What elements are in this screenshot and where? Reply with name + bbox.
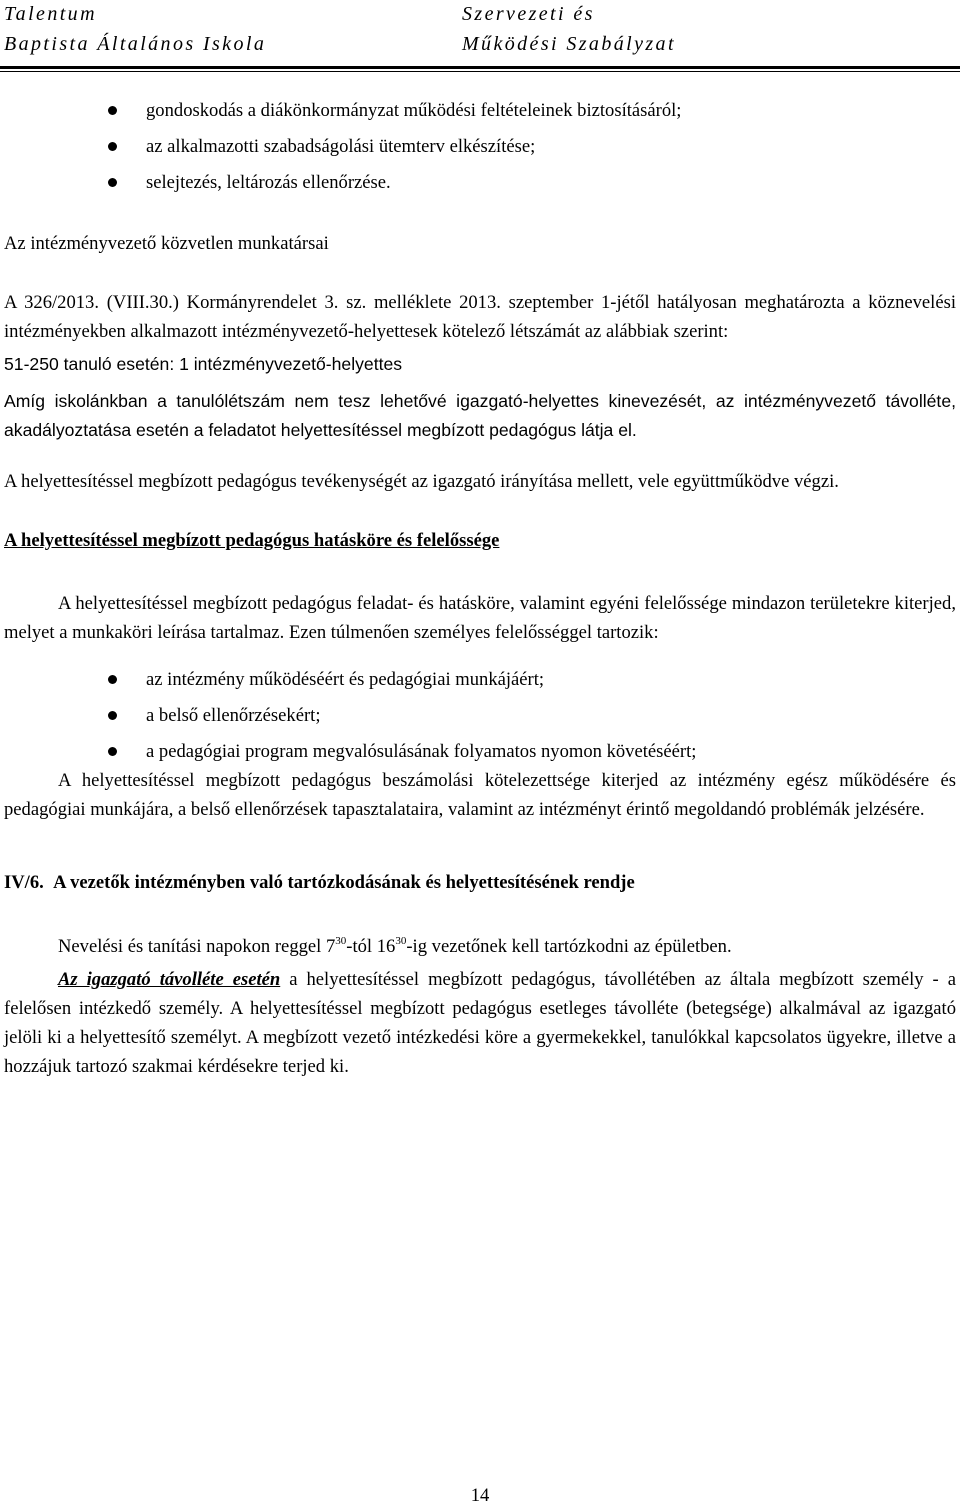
paragraph-presence-hours: Nevelési és tanítási napokon reggel $7^{30}$-tól $16^{30}-ig$ vezetőnek kell tartózkodni az épületben. <box>58 935 732 957</box>
page-content <box>4 96 956 1081</box>
paragraph-reporting: A helyettesítéssel megbízott pedagógus beszámolási kötelezettsége kiterjed az intézmény egész működésére és pedagógiai munkájára, a belső ellenőrzések tapasztalataira, valamint az intézményt érintő megoldandó problémák jelzésére. <box>4 770 956 820</box>
header-document-title-line2: Működési Szabályzat <box>462 33 676 55</box>
header-document-title-line1: Szervezeti és <box>462 3 595 25</box>
section-heading-scope: A helyettesítéssel megbízott pedagógus hatásköre és felelőssége <box>4 530 500 551</box>
section-heading-deputies: Az intézményvezető közvetlen munkatársai <box>4 233 329 254</box>
list-item: selejtezés, leltározás ellenőrzése. <box>4 168 956 197</box>
section-heading-iv6 <box>4 868 956 897</box>
list-item: gondoskodás a diákönkormányzat működési feltételeinek biztosításáról; <box>4 96 956 125</box>
bullet-list-responsibilities <box>4 665 956 766</box>
bullet-list-top <box>4 96 956 197</box>
absence-emphasis: Az igazgató távolléte esetén <box>58 969 281 990</box>
paragraph-deputy-count: 51-250 tanuló esetén: 1 intézményvezető-helyettes <box>4 354 403 374</box>
list-item: a pedagógiai program megvalósulásának folyamatos nyomon követéséért; <box>4 737 956 766</box>
paragraph-regulation: A 326/2013. (VIII.30.) Kormányrendelet 3. sz. melléklete 2013. szeptember 1-jétől hatályosan meghatározta a köznevelési intézményekben alkalmazott intézményvezető-helyettesek kötelező létszámát az alábbiak szerint: <box>4 292 956 342</box>
list-item: az intézmény működéséért és pedagógiai munkájáért; <box>4 665 956 694</box>
section-title: A vezetők intézményben való tartózkodásának és helyettesítésének rendje <box>53 872 635 893</box>
paragraph-scope: A helyettesítéssel megbízott pedagógus feladat- és hatásköre, valamint egyéni felelőssége mindazon területekre kiterjed, melyet a munkaköri leírása tartalmaz. Ezen túlmenően személyes felelősséggel tartozik: <box>4 593 956 643</box>
section-number: IV/6. <box>4 872 44 893</box>
page-header <box>0 0 960 64</box>
page-number: 14 <box>470 1485 490 1506</box>
header-rule-thick <box>0 66 960 69</box>
paragraph-absence: Az igazgató távolléte esetén a helyettesítéssel megbízott pedagógus, távollétében az általa megbízott személy - a felelősen intézkedő személy. A helyettesítéssel megbízott pedagógus esetleges távolléte (betegsége) alkalmával az igazgató jelöli ki a helyettesítő személyt. A megbízott vezető intézkedési köre a gyermekekkel, tanulókkal kapcsolatos ügyekre, illetve a hozzájuk tartozó szakmai kérdésekre terjed ki. <box>4 969 956 1077</box>
header-school-name-line2: Baptista Általános Iskola <box>4 33 267 55</box>
paragraph-cooperation: A helyettesítéssel megbízott pedagógus tevékenységét az igazgató irányítása mellett, vele együttműködve végzi. <box>4 471 839 492</box>
list-item: a belső ellenőrzésekért; <box>4 701 956 730</box>
paragraph-substitution: Amíg iskolánkban a tanulólétszám nem tesz lehetővé igazgató-helyettes kinevezését, az intézményvezető távolléte, akadályoztatása esetén a feladatot helyettesítéssel megbízott pedagógus látja el. <box>4 391 956 440</box>
header-rule-thin <box>0 71 960 72</box>
header-school-name-line1: Talentum <box>4 3 97 25</box>
list-item: az alkalmazotti szabadságolási ütemterv elkészítése; <box>4 132 956 161</box>
